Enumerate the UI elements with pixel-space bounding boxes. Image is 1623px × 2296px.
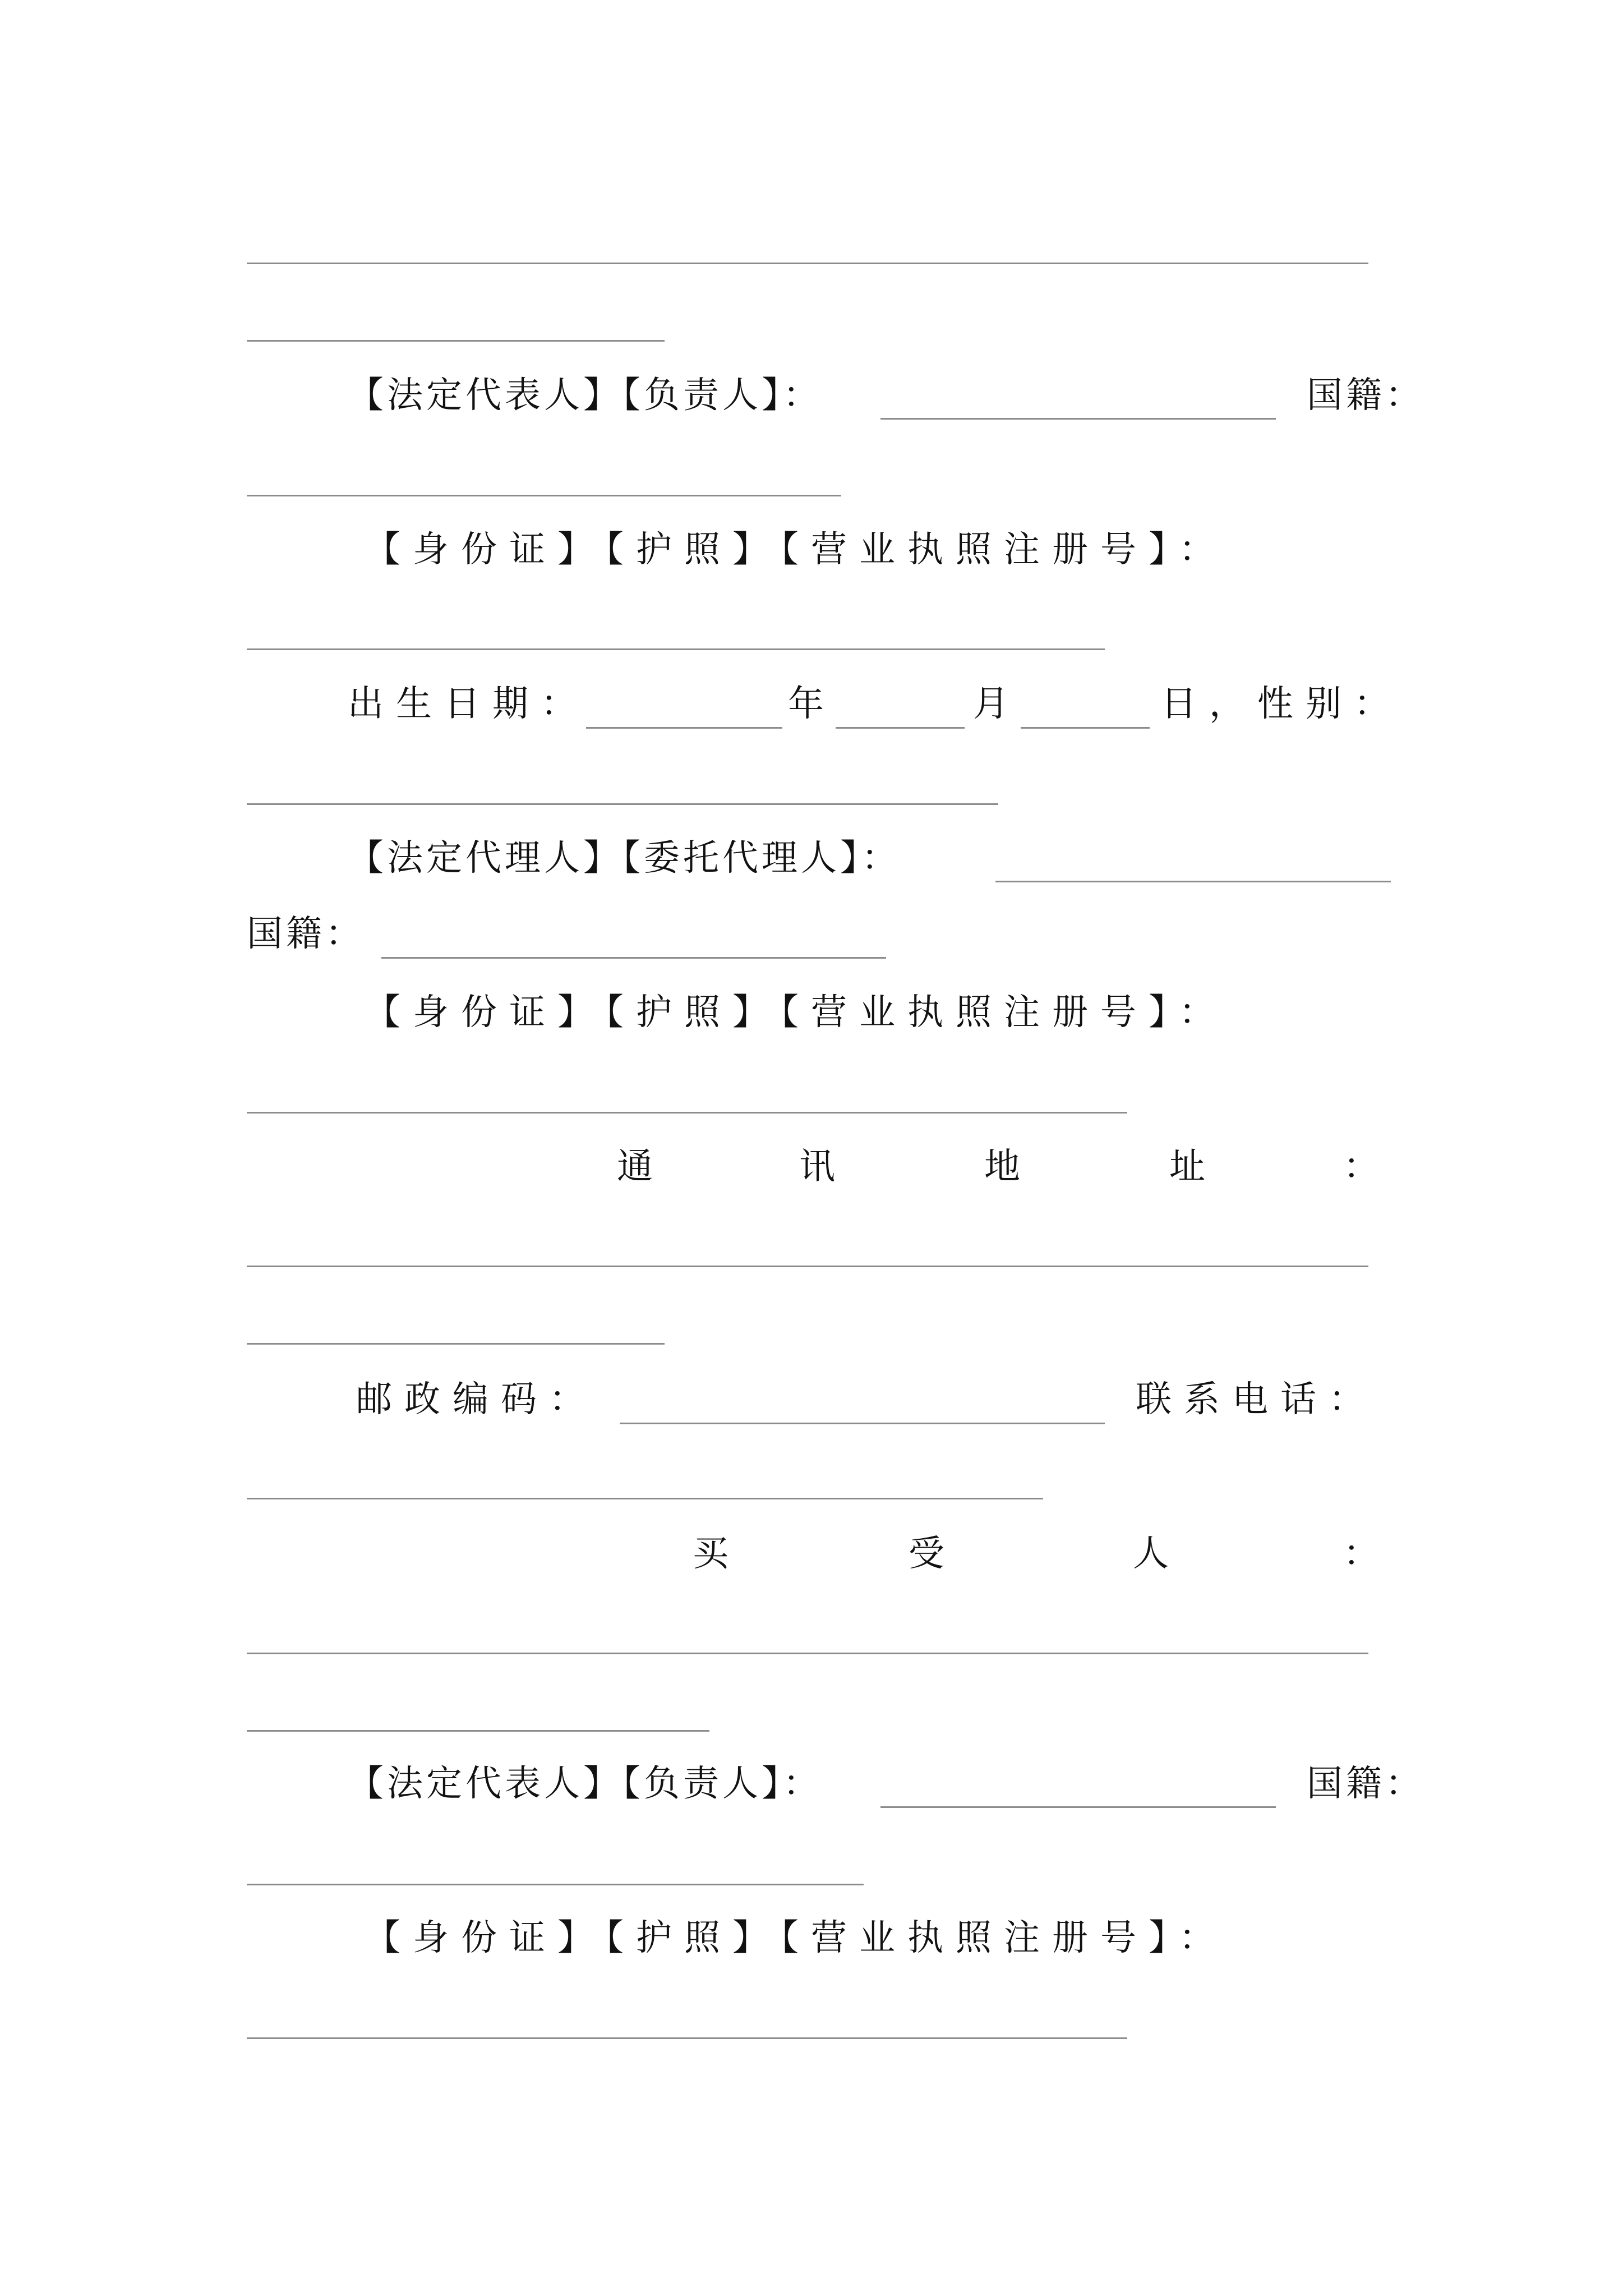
address-char: 址 — [1169, 1146, 1205, 1188]
month-label: 月 — [973, 683, 1012, 725]
buyer-id-label: 【身份证】【护照】【营业执照注册号】： — [365, 1917, 1227, 1959]
buyer-field[interactable] — [247, 1653, 1368, 1654]
agent-id-field[interactable] — [247, 1112, 1127, 1114]
address-char: 地 — [984, 1146, 1020, 1188]
agent-id-label: 【身份证】【护照】【营业执照注册号】： — [365, 992, 1227, 1033]
phone-label: 联系电话： — [1136, 1379, 1377, 1420]
agent-field[interactable] — [995, 881, 1391, 882]
legal-rep-label: 【法定代表人】【负责人】： — [348, 375, 822, 416]
blank-line[interactable] — [247, 340, 665, 342]
blank-line[interactable] — [247, 263, 1368, 264]
agent-nationality-field[interactable] — [381, 957, 886, 959]
address-field[interactable] — [247, 1343, 665, 1345]
birth-month-field[interactable] — [836, 727, 965, 729]
agent-nationality-label: 国籍： — [247, 913, 365, 955]
buyer-field[interactable] — [247, 1730, 709, 1732]
buyer-legal-rep-label: 【法定代表人】【负责人】： — [348, 1763, 822, 1805]
nationality-label: 国籍： — [1307, 375, 1424, 416]
gender-field[interactable] — [247, 803, 998, 805]
address-char: 通 — [617, 1146, 653, 1188]
id-field[interactable] — [247, 648, 1105, 650]
day-gender-label: 日，性别： — [1161, 683, 1402, 725]
birth-date-label: 出生日期： — [348, 683, 589, 725]
buyer-nationality-field[interactable] — [247, 1884, 864, 1885]
buyer-nationality-label: 国籍： — [1307, 1763, 1424, 1805]
address-field[interactable] — [247, 1266, 1368, 1267]
buyer-char: 人 — [1133, 1533, 1169, 1575]
buyer-legal-rep-field[interactable] — [880, 1806, 1276, 1808]
buyer-char: 买 — [693, 1533, 728, 1575]
address-char: ： — [1343, 1146, 1379, 1188]
nationality-field[interactable] — [247, 495, 841, 496]
agent-label: 【法定代理人】【委托代理人】： — [348, 838, 901, 879]
postcode-label: 邮政编码： — [356, 1379, 597, 1420]
buyer-id-field[interactable] — [247, 2037, 1127, 2039]
birth-day-field[interactable] — [1021, 727, 1150, 729]
postcode-field[interactable] — [620, 1423, 1105, 1424]
year-label: 年 — [788, 683, 827, 725]
buyer-char: 受 — [909, 1533, 944, 1575]
legal-rep-field[interactable] — [880, 418, 1276, 420]
address-char: 讯 — [799, 1146, 835, 1188]
buyer-char: ： — [1343, 1533, 1379, 1575]
id-label: 【身份证】【护照】【营业执照注册号】： — [365, 529, 1227, 570]
birth-year-field[interactable] — [586, 727, 782, 729]
phone-field[interactable] — [247, 1498, 1043, 1499]
